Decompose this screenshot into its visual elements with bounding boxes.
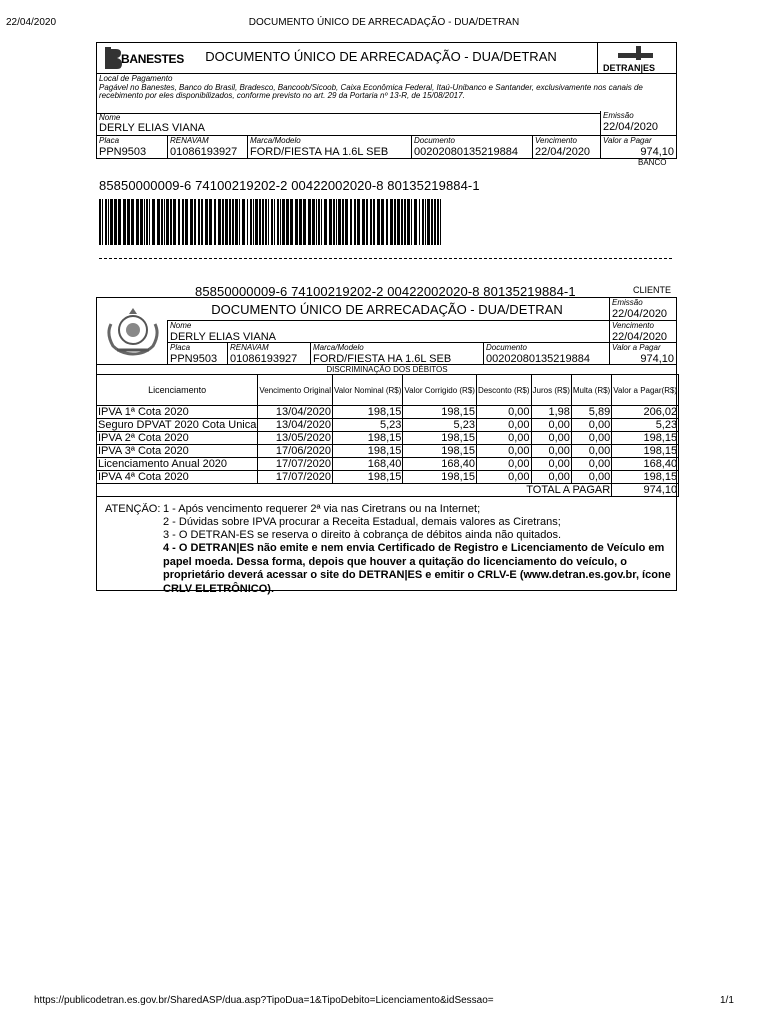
documento-cell	[411, 135, 532, 159]
table-cell: 198,15	[403, 471, 477, 484]
barcode-bar	[434, 199, 436, 245]
table-row	[97, 406, 679, 419]
table-cell: 0,00	[476, 419, 531, 432]
table-cell: 5,23	[332, 419, 402, 432]
debits-body	[97, 406, 679, 484]
barcode-bar	[299, 199, 302, 245]
table-cell: 0,00	[476, 406, 531, 419]
barcode-bar	[259, 199, 261, 245]
barcode-bar	[437, 199, 439, 245]
table-cell: 0,00	[571, 432, 611, 445]
debits-table	[96, 374, 679, 497]
barcode-bar	[370, 199, 372, 245]
client-valor-label: Valor a Pagar	[612, 343, 661, 352]
barcode-bar	[333, 199, 335, 245]
nome-cell	[97, 113, 600, 135]
table-cell: 198,15	[612, 445, 679, 458]
table-cell: 0,00	[476, 432, 531, 445]
barcode-bar	[131, 199, 134, 245]
barcode-bar	[411, 199, 412, 245]
debits-column-header: Valor a Pagar(R$)	[612, 375, 679, 406]
barcode-bar	[166, 199, 169, 245]
barcode-bar	[419, 199, 420, 245]
via-banco: BANCO	[638, 158, 667, 167]
barcode-bar	[397, 199, 400, 245]
client-marca-cell	[310, 342, 483, 364]
barcode-bar	[357, 199, 360, 245]
barcode-bar	[295, 199, 298, 245]
barcode-bar	[414, 199, 417, 245]
table-cell: IPVA 4ª Cota 2020	[97, 471, 258, 484]
coat-of-arms	[97, 298, 167, 364]
placa-label: Placa	[99, 136, 120, 145]
client-documento-value: 00202080135219884	[486, 353, 591, 364]
valor-label: Valor a Pagar	[603, 136, 652, 145]
barcode-bar	[354, 199, 356, 245]
barcode-bar	[401, 199, 403, 245]
emissao-cell	[600, 111, 677, 135]
table-cell: 17/06/2020	[258, 445, 333, 458]
client-nome-cell	[167, 320, 609, 342]
barcode-bar	[338, 199, 341, 245]
local-pagamento-block	[97, 73, 677, 113]
table-cell: Licenciamento Anual 2020	[97, 458, 258, 471]
barcode-bar	[308, 199, 311, 245]
cut-line	[99, 258, 672, 259]
table-cell: 17/07/2020	[258, 471, 333, 484]
barcode-bar	[404, 199, 406, 245]
table-cell: 13/04/2020	[258, 419, 333, 432]
table-cell: 198,15	[332, 471, 402, 484]
barcode-bar	[324, 199, 327, 245]
banestes-mark-icon	[103, 45, 123, 71]
barcode-bar	[381, 199, 384, 245]
barcode-bar	[316, 199, 317, 245]
barcode-bar	[229, 199, 231, 245]
barcode-bar	[268, 199, 269, 245]
barcode-bar	[277, 199, 279, 245]
table-cell: IPVA 2ª Cota 2020	[97, 432, 258, 445]
placa-cell	[97, 135, 167, 159]
barcode-bar	[136, 199, 139, 245]
barcode-bar	[127, 199, 130, 245]
table-cell: 0,00	[476, 458, 531, 471]
barcode-bar	[173, 199, 176, 245]
table-cell: 0,00	[531, 445, 571, 458]
client-nome-value: DERLY ELIAS VIANA	[170, 331, 276, 342]
barcode-bar	[407, 199, 410, 245]
barcode-bar	[394, 199, 396, 245]
table-cell: 168,40	[403, 458, 477, 471]
table-cell: 0,00	[531, 471, 571, 484]
barcode-bar	[290, 199, 293, 245]
bank-slip	[96, 42, 677, 159]
barcode-bar	[250, 199, 252, 245]
renavam-cell	[167, 135, 247, 159]
barcode-bar	[110, 199, 113, 245]
table-cell: Seguro DPVAT 2020 Cota Unica	[98, 419, 257, 431]
barcode-bar	[157, 199, 160, 245]
table-cell: 0,00	[531, 458, 571, 471]
client-emissao-value: 22/04/2020	[612, 308, 668, 320]
attention-line-3: 3 - O DETRAN-ES se reserva o direito à cobrança de débitos ainda não quitados.	[163, 529, 562, 541]
table-cell: 198,15	[332, 406, 402, 419]
table-cell: 1,98	[531, 406, 571, 419]
barcode-bar	[422, 199, 424, 245]
barcode-bar	[225, 199, 228, 245]
barcode-bar	[149, 199, 150, 245]
barcode-bar	[222, 199, 224, 245]
barcode-bar	[242, 199, 245, 245]
barcode-bar	[161, 199, 163, 245]
barcode-bar	[218, 199, 221, 245]
barcode-bar	[123, 199, 126, 245]
barcode-bar	[99, 199, 101, 245]
table-cell: 198,15	[403, 445, 477, 458]
table-cell: 0,00	[476, 445, 531, 458]
debits-column-header: Desconto (R$)	[476, 375, 531, 406]
barcode-bar	[118, 199, 121, 245]
barcode-bar	[350, 199, 352, 245]
table-cell: 0,00	[531, 432, 571, 445]
table-row	[97, 471, 679, 484]
barcode-bar	[235, 199, 238, 245]
table-cell: 5,23	[403, 419, 477, 432]
valor-value: 974,10	[640, 146, 674, 158]
via-cliente: CLIENTE	[633, 285, 672, 295]
barcode-bar	[239, 199, 240, 245]
table-row	[97, 419, 679, 432]
table-cell: 0,00	[531, 419, 571, 432]
nome-value: DERLY ELIAS VIANA	[99, 122, 205, 134]
table-row	[97, 458, 679, 471]
detran-logo	[597, 43, 677, 74]
banestes-logo	[97, 43, 201, 73]
emissao-label: Emissão	[603, 111, 634, 120]
client-emissao-cell	[609, 298, 677, 320]
client-slip-title: DOCUMENTO ÚNICO DE ARRECADAÇÃO - DUA/DETRAN	[211, 302, 563, 317]
local-pagamento-text: Pagável no Banestes, Banco do Brasil, Bradesco, Bancoob/Sicoob, Caixa Econômica Federal, Itaú-Unibanco e Santander, exclusivamente nos canais de recebimento por eles disponibilizados, conforme previsto no art. 29 da Portaria nº 13-R, de 15/08/2017.	[99, 83, 643, 100]
table-cell: IPVA 3ª Cota 2020	[97, 445, 258, 458]
table-cell: 198,15	[403, 406, 477, 419]
barcode-bar	[262, 199, 264, 245]
barcode-bar	[265, 199, 267, 245]
barcode-bar	[282, 199, 285, 245]
nome-label: Nome	[99, 113, 121, 122]
client-marca-value: FORD/FIESTA HA 1.6L SEB	[313, 353, 452, 364]
attention-line-2: 2 - Dúvidas sobre IPVA procurar a Receita Estadual, demais valores as Ciretrans;	[163, 516, 561, 528]
barcode-bar	[440, 199, 441, 245]
barcode-bar	[271, 199, 273, 245]
client-vencimento-value: 22/04/2020	[612, 331, 668, 342]
barcode-bar	[274, 199, 275, 245]
barcode-bar	[205, 199, 208, 245]
table-cell: 168,40	[612, 458, 679, 471]
client-marca-label: Marca/Modelo	[313, 343, 364, 352]
renavam-label: RENAVAM	[170, 136, 209, 145]
table-cell: 13/04/2020	[258, 406, 333, 419]
table-cell: 13/05/2020	[258, 432, 333, 445]
barcode-bar	[303, 199, 306, 245]
detran-logo-text: DETRAN|ES	[603, 63, 656, 73]
debits-column-header: Multa (R$)	[571, 375, 611, 406]
client-vencimento-cell	[609, 320, 677, 342]
barcode-bar	[342, 199, 344, 245]
table-cell: 198,15	[403, 432, 477, 445]
client-slip	[96, 297, 678, 595]
table-cell: IPVA 1ª Cota 2020	[97, 406, 258, 419]
emissao-value: 22/04/2020	[603, 121, 659, 133]
table-row	[97, 432, 679, 445]
barcode-bar	[286, 199, 289, 245]
table-cell: 198,15	[612, 432, 679, 445]
table-row	[97, 445, 679, 458]
barcode-bar	[431, 199, 433, 245]
barcode-bar	[108, 199, 109, 245]
table-cell: 17/07/2020	[258, 458, 333, 471]
client-documento-label: Documento	[486, 343, 527, 352]
barcode-bar	[152, 199, 155, 245]
barcode-bar	[144, 199, 145, 245]
debits-column-header: Valor Nominal (R$)	[332, 375, 402, 406]
banestes-logo-text: BANESTES	[121, 52, 184, 66]
barcode-bar	[425, 199, 426, 245]
barcode-bar	[329, 199, 332, 245]
debits-header-row	[97, 375, 679, 406]
print-url[interactable]: https://publicodetran.es.gov.br/SharedASP/dua.asp?TipoDua=1&TipoDebito=Licenciamento&idSessao=	[34, 995, 494, 1006]
barcode-bar	[214, 199, 216, 245]
barcode-bar	[146, 199, 148, 245]
barcode-bar	[232, 199, 234, 245]
client-valor-cell	[609, 342, 677, 364]
table-cell: 0,00	[476, 471, 531, 484]
barcode-bar	[386, 199, 388, 245]
table-cell: 5,89	[571, 406, 611, 419]
table-cell: 168,40	[332, 458, 402, 471]
print-date: 22/04/2020	[6, 17, 57, 28]
total-label: TOTAL A PAGAR	[97, 484, 612, 497]
total-row	[97, 484, 679, 497]
barcode-bar	[105, 199, 107, 245]
barcode-bar	[336, 199, 337, 245]
barcode-bar	[390, 199, 393, 245]
barcode-bar	[194, 199, 196, 245]
print-title: DOCUMENTO ÚNICO DE ARRECADAÇÃO - DUA/DETRAN	[248, 17, 520, 28]
barcode-bar	[345, 199, 348, 245]
placa-value: PPN9503	[99, 146, 147, 158]
barcode-bar	[185, 199, 188, 245]
documento-value: 00202080135219884	[414, 146, 519, 158]
linha-digitavel-cliente: 85850000009-6 74100219202-2 00422002020-8 80135219884-1	[195, 284, 576, 299]
barcode	[99, 199, 474, 247]
barcode-bar	[255, 199, 258, 245]
discriminacao-heading: DISCRIMINAÇÃO DOS DÉBITOS	[97, 364, 677, 374]
debits-column-header: Juros (R$)	[531, 375, 571, 406]
debits-column-header: Vencimento Original	[258, 375, 333, 406]
barcode-bar	[280, 199, 281, 245]
table-cell: 5,23	[612, 419, 679, 432]
table-cell: 206,02	[612, 406, 679, 419]
barcode-bar	[318, 199, 320, 245]
debits-column-header: Licenciamento	[97, 375, 258, 406]
total-value: 974,10	[612, 484, 679, 497]
client-renavam-cell	[227, 342, 310, 364]
client-renavam-value: 01086193927	[230, 353, 298, 364]
table-cell: 198,15	[332, 445, 402, 458]
barcode-bar	[253, 199, 254, 245]
bank-slip-title: DOCUMENTO ÚNICO DE ARRECADAÇÃO - DUA/DETRAN	[205, 49, 557, 64]
marca-value: FORD/FIESTA HA 1.6L SEB	[250, 146, 389, 158]
client-placa-label: Placa	[170, 343, 191, 352]
client-documento-cell	[483, 342, 609, 364]
table-cell: 198,15	[612, 471, 679, 484]
client-nome-label: Nome	[170, 321, 192, 330]
marca-cell	[247, 135, 411, 159]
client-placa-value: PPN9503	[170, 353, 218, 364]
attention-line-4: 4 - O DETRAN|ES não emite e nem envia Certificado de Registro e Licenciamento de Veículo em papel moeda. Dessa forma, depois que houver a quitação do licenciamento do veículo, o proprietário deverá acessar o site do DETRAN|ES e emitir o CRLV-E (www.detran.es.gov.br, ícone CRLV ELETRÔNICO).	[163, 542, 671, 595]
barcode-bar	[190, 199, 193, 245]
barcode-bar	[209, 199, 212, 245]
barcode-bar	[201, 199, 203, 245]
attention-label: ATENÇÃO:	[105, 503, 161, 515]
barcode-bar	[114, 199, 117, 245]
coat-of-arms-icon	[103, 304, 163, 360]
barcode-bar	[373, 199, 375, 245]
barcode-bar	[140, 199, 143, 245]
client-placa-cell	[167, 342, 227, 364]
documento-label: Documento	[414, 136, 455, 145]
table-cell: 0,00	[571, 471, 611, 484]
renavam-value: 01086193927	[170, 146, 238, 158]
barcode-bar	[321, 199, 322, 245]
linha-digitavel-banco: 85850000009-6 74100219202-2 00422002020-8 80135219884-1	[99, 178, 480, 193]
barcode-bar	[312, 199, 315, 245]
barcode-bar	[178, 199, 180, 245]
vencimento-value: 22/04/2020	[535, 146, 591, 158]
valor-cell	[600, 135, 677, 159]
barcode-bar	[366, 199, 368, 245]
barcode-bar	[362, 199, 365, 245]
barcode-bar	[377, 199, 380, 245]
vencimento-label: Vencimento	[535, 136, 577, 145]
barcode-bar	[102, 199, 103, 245]
print-page-number: 1/1	[720, 995, 734, 1006]
client-renavam-label: RENAVAM	[230, 343, 269, 352]
local-pagamento-label: Local de Pagamento	[99, 74, 173, 83]
barcode-bar	[170, 199, 172, 245]
table-cell: 0,00	[571, 419, 611, 432]
marca-label: Marca/Modelo	[250, 136, 301, 145]
barcode-bar	[427, 199, 430, 245]
detran-mark-icon	[616, 44, 656, 64]
barcode-bar	[198, 199, 200, 245]
client-emissao-label: Emissão	[612, 298, 643, 307]
barcode-bar	[247, 199, 248, 245]
vencimento-cell	[532, 135, 600, 159]
table-cell: 198,15	[332, 432, 402, 445]
barcode-bar	[164, 199, 165, 245]
client-vencimento-label: Vencimento	[612, 321, 654, 330]
debits-column-header: Valor Corrigido (R$)	[403, 375, 477, 406]
client-valor-value: 974,10	[640, 353, 674, 364]
attention-line-1: 1 - Após vencimento requerer 2ª via nas Ciretrans ou na Internet;	[163, 503, 481, 515]
table-cell: 0,00	[571, 445, 611, 458]
barcode-bar	[182, 199, 184, 245]
table-cell: 0,00	[571, 458, 611, 471]
